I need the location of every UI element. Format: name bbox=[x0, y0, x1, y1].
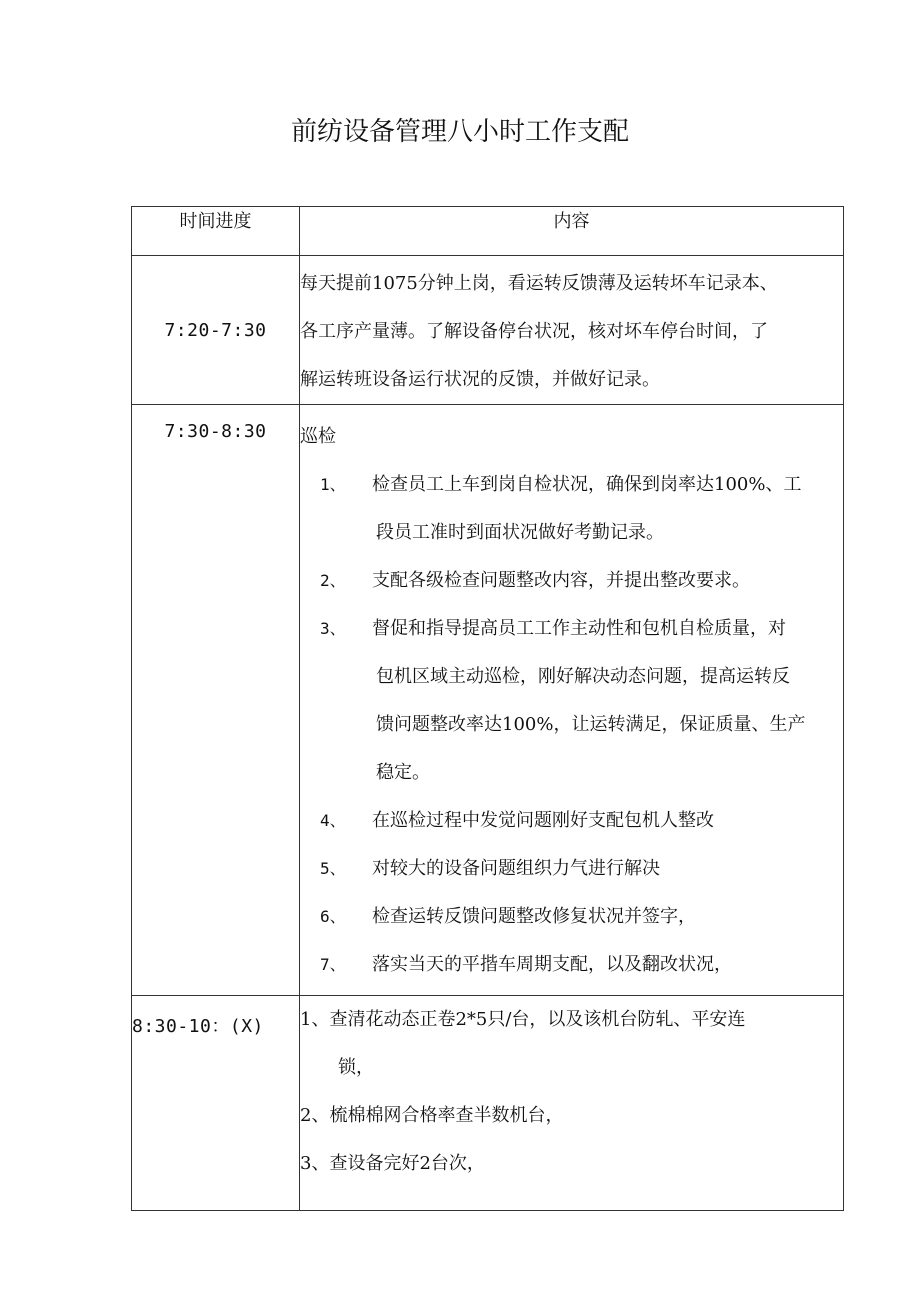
item-number: 7、 bbox=[320, 955, 346, 974]
time-cell: 7:30-8:30 bbox=[132, 405, 300, 996]
item-number: 6、 bbox=[320, 907, 346, 926]
section-heading: 巡检 bbox=[300, 426, 336, 447]
content-cell bbox=[300, 996, 844, 1211]
list-item bbox=[300, 557, 843, 605]
item-continuation: 包机区域主动巡检，刚好解决动态问题，提高运转反 bbox=[376, 666, 790, 687]
item-continuation: 稳定。 bbox=[376, 762, 430, 783]
content-line: 各工序产量薄。了解设备停台状况，核对坏车停台时间，了 bbox=[300, 321, 768, 342]
item-text: 对较大的设备问题组织力气进行解决 bbox=[372, 858, 660, 879]
page-title: 前纺设备管理八小时工作支配 bbox=[290, 117, 629, 147]
item-text: 支配各级检查问题整改内容，并提出整改要求。 bbox=[372, 570, 750, 591]
work-schedule-table bbox=[131, 206, 844, 1211]
list-item bbox=[300, 941, 843, 989]
content-line: 2、梳棉棉网合格率查半数机台， bbox=[300, 1105, 564, 1126]
content-line: 解运转班设备运行状况的反馈，并做好记录。 bbox=[300, 369, 660, 390]
content-cell bbox=[300, 256, 844, 405]
item-number: 4、 bbox=[320, 811, 346, 830]
list-item bbox=[300, 461, 843, 509]
item-continuation: 馈问题整改率达100%，让运转满足，保证质量、生产 bbox=[376, 714, 806, 735]
table-header-row bbox=[132, 207, 844, 256]
list-item bbox=[300, 845, 843, 893]
item-text: 检查运转反馈问题整改修复状况并签字， bbox=[372, 906, 696, 927]
item-continuation: 段员工准时到面状况做好考勤记录。 bbox=[376, 522, 664, 543]
table-row bbox=[132, 405, 844, 996]
content-line: 锁， bbox=[338, 1057, 374, 1078]
item-text: 检查员工上车到岗自检状况，确保到岗率达100%、工 bbox=[372, 474, 802, 495]
list-item bbox=[300, 605, 843, 653]
content-line: 每天提前1075分钟上岗，看运转反馈薄及运转坏车记录本、 bbox=[300, 273, 778, 294]
item-text: 督促和指导提高员工工作主动性和包机自检质量，对 bbox=[372, 618, 786, 639]
content-line: 1、查清花动态正卷2*5只/台，以及该机台防轧、平安连 bbox=[300, 1009, 746, 1030]
list-item bbox=[300, 893, 843, 941]
header-content: 内容 bbox=[300, 207, 844, 256]
item-text: 在巡检过程中发觉问题刚好支配包机人整改 bbox=[372, 810, 714, 831]
list-item bbox=[300, 797, 843, 845]
item-number: 2、 bbox=[320, 571, 346, 590]
table-row bbox=[132, 256, 844, 405]
item-number: 3、 bbox=[320, 619, 346, 638]
time-cell: 8:30-10：(X) bbox=[132, 996, 300, 1211]
item-number: 5、 bbox=[320, 859, 346, 878]
content-cell bbox=[300, 405, 844, 996]
header-time: 时间进度 bbox=[132, 207, 300, 256]
content-line: 3、查设备完好2台次， bbox=[300, 1153, 485, 1174]
item-number: 1、 bbox=[320, 475, 346, 494]
time-cell: 7:20-7:30 bbox=[132, 256, 300, 405]
table-row bbox=[132, 996, 844, 1211]
item-text: 落实当天的平揩车周期支配，以及翻改状况， bbox=[372, 954, 732, 975]
